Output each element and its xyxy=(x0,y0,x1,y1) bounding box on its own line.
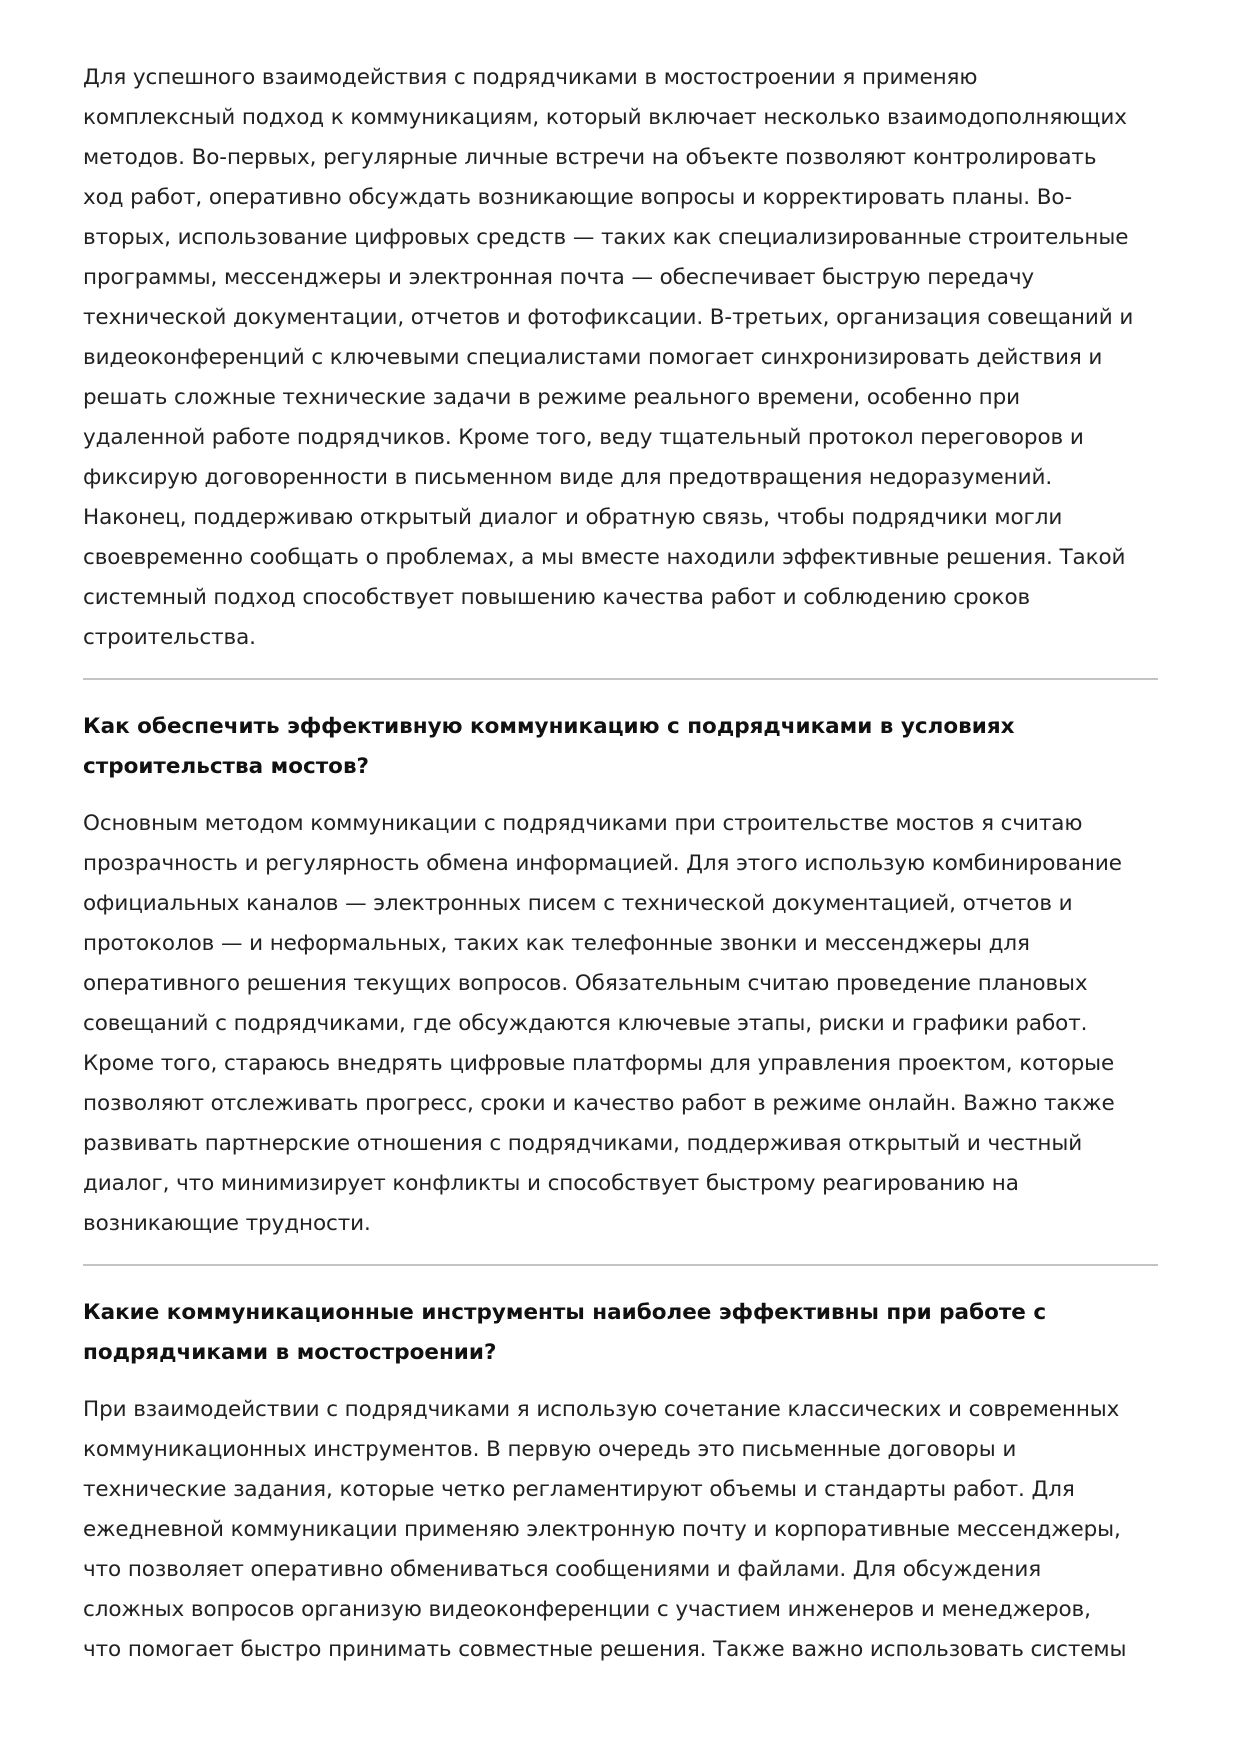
document-page xyxy=(83,58,1158,1670)
section-answer: Основным методом коммуникации с подрядчиками при строительстве мостов я считаю прозрачность и регулярность обмена информацией. Для этого использую комбинирование официальных каналов — электронных писем с технической документацией, отчетов и протоколов — и неформальных, таких как телефонные звонки и мессенджеры для оперативного решения текущих вопросов. Обязательным считаю проведение плановых совещаний с подрядчиками, где обсуждаются ключевые этапы, риски и графики работ. Кроме того, стараюсь внедрять цифровые платформы для управления проектом, которые позволяют отслеживать прогресс, сроки и качество работ в режиме онлайн. Важно также развивать партнерские отношения с подрядчиками, поддерживая открытый и честный диалог, что минимизирует конфликты и способствует быстрому реагированию на возникающие трудности. xyxy=(83,811,1122,1236)
section-question: Как обеспечить эффективную коммуникацию с подрядчиками в условиях строительства мостов? xyxy=(83,714,1015,779)
section-divider xyxy=(83,1264,1158,1266)
section-divider xyxy=(83,678,1158,680)
intro-paragraph: Для успешного взаимодействия с подрядчиками в мостостроении я применяю комплексный подход к коммуникациям, который включает несколько взаимодополняющих методов. Во-первых, регулярные личные встречи на объекте позволяют контролировать ход работ, оперативно обсуждать возникающие вопросы и корректировать планы. Во- вторых, использование цифровых средств — таких как специализированные строительные программы, мессенджеры и электронная почта — обеспечивает быструю передачу технической документации, отчетов и фотофиксации. В-третьих, организация совещаний и видеоконференций с ключевыми специалистами помогает синхронизировать действия и решать сложные технические задачи в режиме реального времени, особенно при удаленной работе подрядчиков. Кроме того, веду тщательный протокол переговоров и фиксирую договоренности в письменном виде для предотвращения недоразумений. Наконец, поддерживаю открытый диалог и обратную связь, чтобы подрядчики могли своевременно сообщать о проблемах, а мы вместе находили эффективные решения. Такой системный подход способствует повышению качества работ и соблюдению сроков строительства. xyxy=(83,65,1134,650)
section-answer: При взаимодействии с подрядчиками я использую сочетание классических и современных коммуникационных инструментов. В первую очередь это письменные договоры и технические задания, которые четко регламентируют объемы и стандарты работ. Для ежедневной коммуникации применяю электронную почту и корпоративные мессенджеры, что позволяет оперативно обмениваться сообщениями и файлами. Для обсуждения сложных вопросов организую видеоконференции с участием инженеров и менеджеров, что помогает быстро принимать совместные решения. Также важно использовать системы xyxy=(83,1397,1127,1662)
section-question: Какие коммуникационные инструменты наиболее эффективны при работе с подрядчиками в мостостроении? xyxy=(83,1300,1047,1365)
